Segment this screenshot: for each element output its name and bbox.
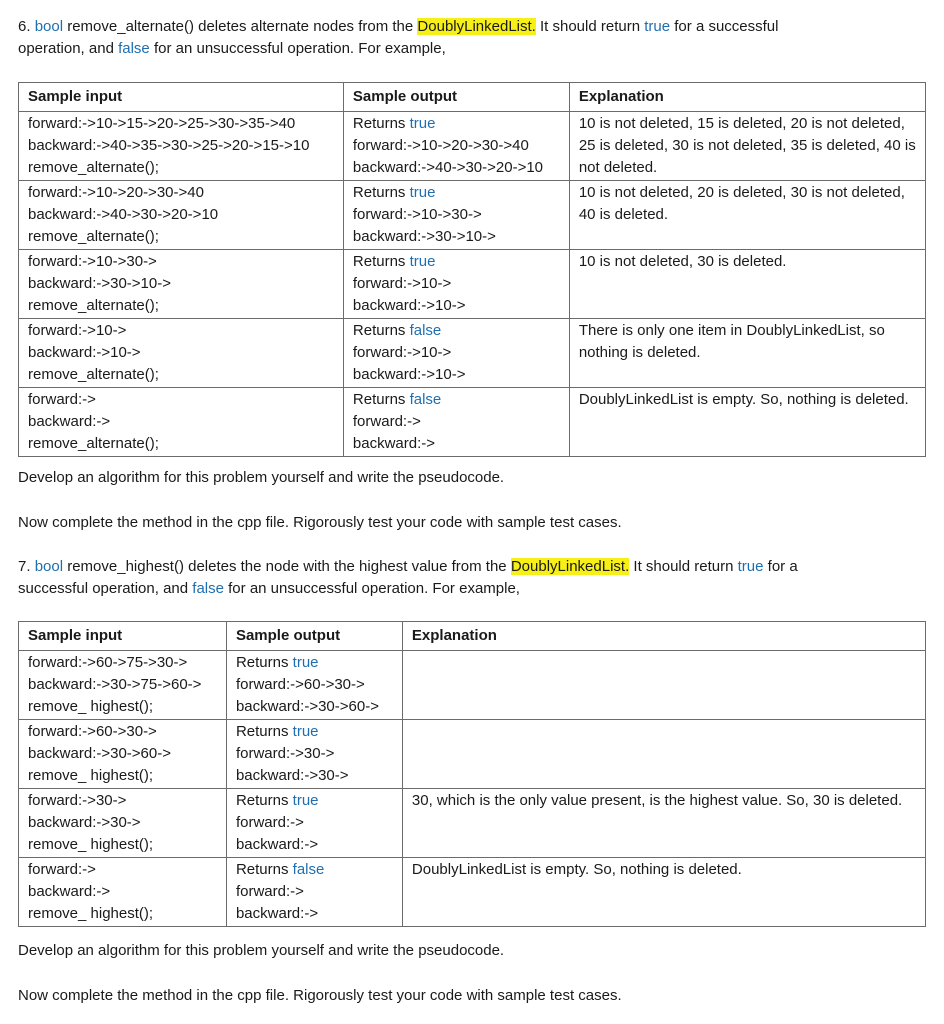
output-line: backward:->10-> [352,366,466,383]
input-line: remove_ highest(); [28,767,154,784]
output-return-line [353,389,560,411]
output-line: forward:->10-> [352,275,452,292]
explanation-cell [569,181,925,250]
input-line: forward:->10->15->20->25->30->35->40 [28,115,296,132]
header-sample-input: Sample input [19,83,344,112]
sample-output-cell [226,789,402,858]
input-line: forward:->60->30-> [28,723,157,740]
output-return-line [353,320,560,342]
input-line: forward:->10-> [28,322,127,339]
input-line: forward:-> [28,391,96,408]
sample-input-cell [19,388,344,457]
explanation-cell [569,388,925,457]
output-line: forward:-> [235,814,304,831]
returns-label: Returns [352,391,406,408]
input-line: backward:->30->60-> [28,745,171,762]
explanation-cell [569,319,925,388]
output-return-line [236,652,393,674]
table-row [19,789,926,858]
q6-kw-false: false [118,40,150,57]
output-line: forward:->30-> [235,745,335,762]
header-sample-input: Sample input [19,622,227,651]
q6-text: for an unsuccessful operation. For example, [153,40,446,57]
input-line: remove_alternate(); [28,228,159,245]
returns-label: Returns [235,792,289,809]
output-line: forward:->60->30-> [235,676,365,693]
return-value: false [292,861,325,878]
returns-label: Returns [352,253,406,270]
output-line: backward:->30->60-> [235,698,379,715]
q7-func-text: remove_highest() deletes the node with the highest value from the [67,558,507,575]
header-sample-output: Sample output [226,622,402,651]
sample-input-cell [19,112,344,181]
q7-text: It should return [633,558,734,575]
sample-output-cell [343,181,569,250]
explanation-text: DoublyLinkedList is empty. So, nothing is deleted. [578,391,909,408]
q7-kw-bool: bool [34,558,64,575]
table-row [19,112,926,181]
q7-sample-table [18,621,926,927]
input-line: remove_ highest(); [28,836,154,853]
sample-output-cell [343,112,569,181]
sample-input-cell [19,250,344,319]
header-explanation: Explanation [402,622,925,651]
input-line: backward:->30->75->60-> [28,676,202,693]
table-row [19,388,926,457]
sample-output-cell [343,388,569,457]
input-line: forward:->10->30-> [28,253,157,270]
q6-statement [18,16,918,60]
output-return-line [236,859,393,881]
input-line: forward:->10->20->30->40 [28,184,204,201]
input-line: backward:->30->10-> [28,275,171,292]
q6-func-text: remove_alternate() deletes alternate nodes from the [67,18,414,35]
q6-text: operation, and [18,40,114,57]
output-line: forward:-> [352,413,421,430]
q6-sample-table [18,82,926,457]
table-row [19,651,926,720]
table-header-row [19,622,926,651]
output-line: backward:->40->30->20->10 [352,159,544,176]
returns-label: Returns [352,115,406,132]
output-line: backward:-> [352,435,436,452]
output-line: backward:-> [235,905,319,922]
explanation-text: 10 is not deleted, 20 is deleted, 30 is not deleted, 40 is deleted. [578,184,905,223]
output-line: forward:->10->20->30->40 [352,137,529,154]
input-line: remove_alternate(); [28,435,159,452]
input-line: remove_ highest(); [28,905,154,922]
input-line: backward:->40->30->20->10 [28,206,219,223]
output-return-line [236,721,393,743]
output-line: backward:-> [235,836,319,853]
output-return-line [353,113,560,135]
output-line: forward:-> [235,883,304,900]
q6-number: 6. [18,18,31,35]
sample-output-cell [343,319,569,388]
q7-number: 7. [18,558,31,575]
output-return-line [353,182,560,204]
sample-output-cell [226,720,402,789]
q7-kw-false: false [192,580,224,597]
output-return-line [236,790,393,812]
output-line: backward:->30-> [235,767,349,784]
return-value: true [292,723,319,740]
return-value: true [292,654,319,671]
returns-label: Returns [235,654,289,671]
input-line: remove_alternate(); [28,297,159,314]
sample-output-cell [343,250,569,319]
return-value: true [409,184,436,201]
returns-label: Returns [235,723,289,740]
returns-label: Returns [235,861,289,878]
return-value: true [409,115,436,132]
table-row [19,319,926,388]
input-line: backward:->10-> [28,344,141,361]
q7-kw-true: true [737,558,764,575]
table-row [19,181,926,250]
explanation-cell [402,720,925,789]
sample-input-cell [19,858,227,927]
q6-develop: Develop an algorithm for this problem yourself and write the pseudocode. [18,469,505,486]
q7-highlight: DoublyLinkedList. [510,558,630,575]
explanation-cell [402,789,925,858]
sample-input-cell [19,319,344,388]
output-line: forward:->10-> [352,344,452,361]
q6-text: for a successful [674,18,779,35]
q7-statement [18,556,918,600]
output-return-line [353,251,560,273]
q6-highlight: DoublyLinkedList. [417,18,536,35]
q7-text: for an unsuccessful operation. For example, [228,580,520,597]
input-line: backward:-> [28,413,111,430]
input-line: forward:->30-> [28,792,127,809]
return-value: true [292,792,319,809]
table-header-row [19,83,926,112]
sample-input-cell [19,181,344,250]
explanation-text: DoublyLinkedList is empty. So, nothing is deleted. [411,861,742,878]
q6-kw-true: true [644,18,671,35]
returns-label: Returns [352,184,406,201]
q7-develop: Develop an algorithm for this problem yourself and write the pseudocode. [18,942,505,959]
explanation-text: 30, which is the only value present, is the highest value. So, 30 is deleted. [411,792,903,809]
input-line: backward:->40->35->30->25->20->15->10 [28,137,310,154]
table-row [19,250,926,319]
return-value: true [409,253,436,270]
sample-input-cell [19,720,227,789]
input-line: forward:->60->75->30-> [28,654,188,671]
q7-complete: Now complete the method in the cpp file. Rigorously test your code with sample test cases. [18,987,622,1004]
table-row [19,720,926,789]
input-line: backward:-> [28,883,111,900]
explanation-cell [402,858,925,927]
returns-label: Returns [352,322,406,339]
output-line: backward:->10-> [352,297,466,314]
return-value: false [409,391,442,408]
q6-text: It should return [540,18,641,35]
explanation-cell [569,250,925,319]
output-line: backward:->30->10-> [352,228,496,245]
table-row [19,858,926,927]
input-line: remove_alternate(); [28,366,159,383]
q7-text: successful operation, and [18,580,189,597]
sample-output-cell [226,651,402,720]
sample-output-cell [226,858,402,927]
header-explanation: Explanation [569,83,925,112]
explanation-cell [402,651,925,720]
explanation-text: 10 is not deleted, 15 is deleted, 20 is not deleted, 25 is deleted, 30 is not deleted, 35 is deleted, 40 is not deleted. [578,115,916,176]
explanation-cell [569,112,925,181]
return-value: false [409,322,442,339]
q6-complete: Now complete the method in the cpp file. Rigorously test your code with sample test cases. [18,514,622,531]
input-line: remove_alternate(); [28,159,159,176]
input-line: backward:->30-> [28,814,141,831]
output-line: forward:->10->30-> [352,206,482,223]
header-sample-output: Sample output [343,83,569,112]
q7-text: for a [767,558,798,575]
q6-kw-bool: bool [34,18,64,35]
input-line: remove_ highest(); [28,698,154,715]
input-line: forward:-> [28,861,96,878]
sample-input-cell [19,651,227,720]
explanation-text: There is only one item in DoublyLinkedList, so nothing is deleted. [578,322,885,361]
explanation-text: 10 is not deleted, 30 is deleted. [578,253,787,270]
sample-input-cell [19,789,227,858]
